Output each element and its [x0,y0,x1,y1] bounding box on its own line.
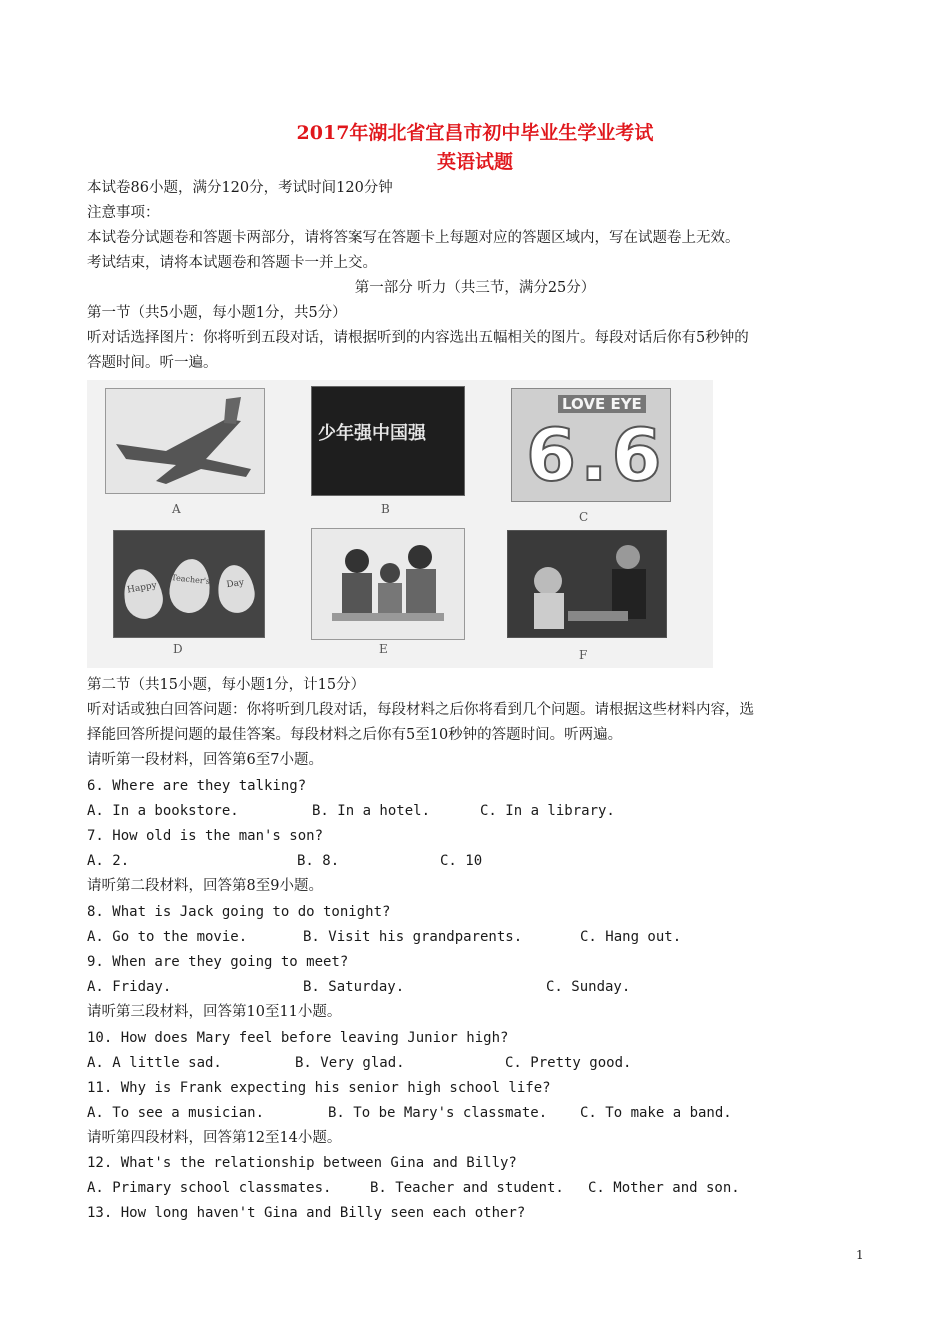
section2-instruction: 择能回答所提问题的最佳答案。每段材料之后你有5至10秒钟的答题时间。听两遍。 [87,727,623,743]
section1-heading: 第一节（共5小题，每小题1分，共5分） [87,305,347,321]
group-heading: 请听第二段材料，回答第8至9小题。 [87,878,323,894]
part1-heading: 第一部分 听力（共三节，满分25分） [354,280,596,296]
heart-card: Happy [120,566,166,622]
option-a: A. To see a musician. [87,1105,265,1121]
option-a: A. A little sad. [87,1055,222,1071]
picture-f [507,530,667,638]
picture-label: A [172,502,181,516]
option-b: B. Teacher and student. [370,1180,564,1196]
picture-label: B [381,502,390,516]
intro-line: 考试结束，请将本试题卷和答题卡一并上交。 [87,255,377,271]
option-c: C. Hang out. [580,929,682,945]
question-13: 13. How long haven't Gina and Billy seen each other? [87,1205,526,1221]
poster-text: 少年强中国强 [318,423,426,444]
picture-e [311,528,465,640]
option-a: A. Primary school classmates. [87,1180,332,1196]
section2-heading: 第二节（共15小题，每小题1分，计15分） [87,677,366,693]
option-b: B. In a hotel. [312,803,431,819]
option-b: B. To be Mary's classmate. [328,1105,548,1121]
group-heading: 请听第一段材料，回答第6至7小题。 [87,752,323,768]
option-c: C. Mother and son. [588,1180,740,1196]
picture-label: C [579,510,589,524]
question-10: 10. How does Mary feel before leaving Junior high? [87,1030,509,1046]
option-c: C. Pretty good. [505,1055,632,1071]
question-8: 8. What is Jack going to do tonight? [87,904,391,920]
option-a: A. 2. [87,853,130,869]
option-c: C. To make a band. [580,1105,732,1121]
group-heading: 请听第三段材料，回答第10至11小题。 [87,1004,342,1020]
scene-photo-icon [508,531,666,637]
section1-instruction: 答题时间。听一遍。 [87,355,218,371]
option-a: A. Go to the movie. [87,929,248,945]
listening-pictures [87,380,713,668]
option-b: B. Very glad. [295,1055,405,1071]
option-b: B. Saturday. [303,979,405,995]
question-9: 9. When are they going to meet? [87,954,349,970]
intro-line: 本试卷86小题，满分120分，考试时间120分钟 [87,180,393,196]
picture-d [113,530,265,638]
question-6: 6. Where are they talking? [87,778,307,794]
airplane-icon [106,389,264,493]
exam-subtitle: 英语试题 [436,151,513,173]
question-12: 12. What's the relationship between Gina and Billy? [87,1155,517,1171]
exam-title: 2017年湖北省宜昌市初中毕业生学业考试 [296,122,654,144]
family-photo-icon [312,529,464,639]
intro-line: 本试卷分试题卷和答题卡两部分，请将答案写在答题卡上每题对应的答题区域内，写在试题卷上无效。 [87,230,740,246]
section1-instruction: 听对话选择图片：你将听到五段对话，请根据听到的内容选出五幅相关的图片。每段对话后你有5秒钟的 [87,330,749,346]
option-b: B. Visit his grandparents. [303,929,523,945]
question-11: 11. Why is Frank expecting his senior high school life? [87,1080,551,1096]
intro-line: 注意事项： [87,205,160,221]
option-b: B. 8. [297,853,340,869]
page-number: 1 [856,1248,864,1262]
option-c: C. 10 [440,853,483,869]
group-heading: 请听第四段材料，回答第12至14小题。 [87,1130,342,1146]
section2-instruction: 听对话或独白回答问题：你将听到几段对话，每段材料之后你将看到几个问题。请根据这些材料内容，选 [87,702,754,718]
option-a: A. Friday. [87,979,172,995]
picture-c [511,388,671,502]
option-c: C. In a library. [480,803,615,819]
heart-card: Day [215,563,257,616]
picture-b [311,386,465,496]
option-c: C. Sunday. [546,979,631,995]
question-7: 7. How old is the man's son? [87,828,324,844]
option-a: A. In a bookstore. [87,803,239,819]
heart-card: Teacher's [167,557,212,615]
love-eye-number: 6.6 [526,413,666,497]
love-eye-text: LOVE EYE [558,395,646,413]
picture-label: E [379,642,388,656]
picture-label: F [579,648,588,662]
picture-a [105,388,265,494]
picture-label: D [173,642,183,656]
